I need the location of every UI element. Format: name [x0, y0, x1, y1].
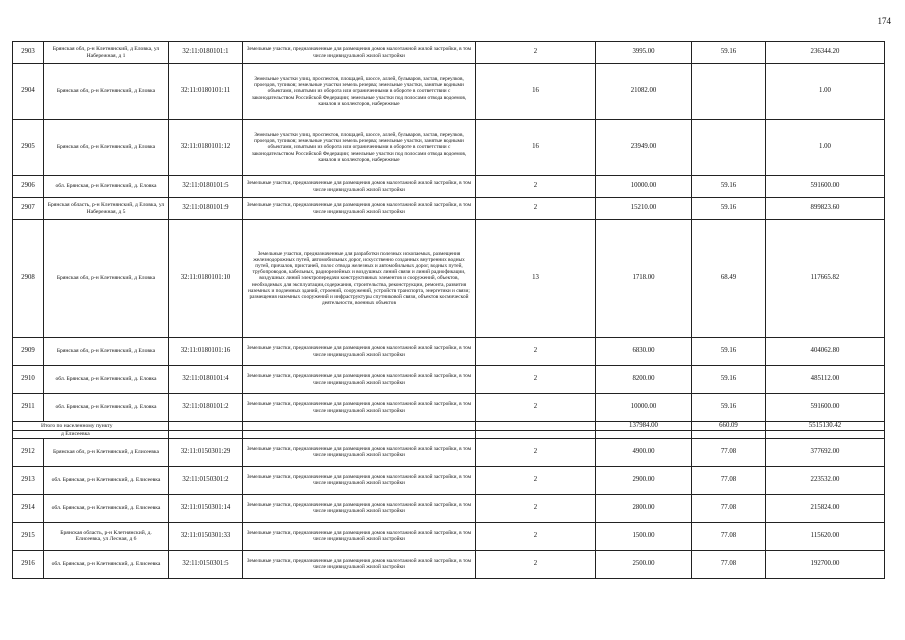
table-row — [13, 64, 885, 120]
total-value: 5515130.42 — [766, 422, 885, 431]
address-cell: Брянская обл, р-н Клетнянский, д Елисеевка — [44, 438, 169, 466]
address-cell: обл. Брянская, р-н Клетнянский, д. Еловка — [44, 176, 169, 198]
settlement-name: д Елисеевка — [13, 431, 169, 439]
cadastral-number-cell: 32:11:0180101:12 — [169, 120, 243, 176]
address-cell: Брянская область, р-н Клетнянский, д Еловка, ул Набережная, д 5 — [44, 198, 169, 220]
group-number-cell: 2 — [476, 198, 596, 220]
total-empty-cell — [476, 422, 596, 431]
specific-value-cell: 77.08 — [692, 522, 766, 550]
settlement-empty-cell — [169, 431, 243, 439]
area-cell: 10000.00 — [596, 394, 692, 422]
area-cell: 15210.00 — [596, 198, 692, 220]
settlement-header-row — [13, 431, 885, 439]
address-cell: Брянская область, р-н Клетнянский, д. Елисеевка, ул Лесная, д 6 — [44, 522, 169, 550]
area-cell: 10000.00 — [596, 176, 692, 198]
group-number-cell: 16 — [476, 64, 596, 120]
settlement-empty-cell — [243, 431, 476, 439]
cadastral-number-cell: 32:11:0180101:5 — [169, 176, 243, 198]
cadastral-value-table — [12, 41, 885, 579]
cadastral-value-cell: 1.00 — [766, 120, 885, 176]
total-label: Итого по населенному пункту — [13, 422, 169, 431]
address-cell: обл. Брянская, р-н Клетнянский, д. Елисеевка — [44, 550, 169, 578]
table-body-group-1 — [13, 42, 885, 422]
cadastral-number-cell: 32:11:0180101:11 — [169, 64, 243, 120]
table-row — [13, 176, 885, 198]
cadastral-value-cell: 404062.80 — [766, 338, 885, 366]
table-row — [13, 550, 885, 578]
settlement-empty-cell — [476, 431, 596, 439]
cadastral-value-cell: 115620.00 — [766, 522, 885, 550]
group-number-cell: 2 — [476, 466, 596, 494]
land-use-cell: Земельные участки, предназначенные для размещения домов малоэтажной жилой застройки, в том числе индивидуальной жилой застройки — [243, 198, 476, 220]
specific-value-cell: 77.08 — [692, 550, 766, 578]
row-number: 2911 — [13, 394, 44, 422]
address-cell: Брянская обл, р-н Клетнянский, д Еловка — [44, 220, 169, 338]
cadastral-value-cell: 485112.00 — [766, 366, 885, 394]
table-row — [13, 394, 885, 422]
cadastral-value-cell: 377692.00 — [766, 438, 885, 466]
group-number-cell: 2 — [476, 42, 596, 64]
row-number: 2909 — [13, 338, 44, 366]
land-use-cell: Земельные участки, предназначенные для размещения домов малоэтажной жилой застройки, в том числе индивидуальной жилой застройки — [243, 42, 476, 64]
cadastral-number-cell: 32:11:0150301:29 — [169, 438, 243, 466]
table-row — [13, 366, 885, 394]
table-row — [13, 42, 885, 64]
total-rate: 660.09 — [692, 422, 766, 431]
group-number-cell: 2 — [476, 338, 596, 366]
table-body-group-2 — [13, 438, 885, 578]
land-use-cell: Земельные участки, предназначенные для размещения домов малоэтажной жилой застройки, в том числе индивидуальной жилой застройки — [243, 338, 476, 366]
settlement-empty-cell — [766, 431, 885, 439]
cadastral-value-cell: 192700.00 — [766, 550, 885, 578]
row-number: 2916 — [13, 550, 44, 578]
row-number: 2914 — [13, 494, 44, 522]
cadastral-number-cell: 32:11:0150301:14 — [169, 494, 243, 522]
cadastral-value-cell: 117665.82 — [766, 220, 885, 338]
area-cell: 2500.00 — [596, 550, 692, 578]
cadastral-number-cell: 32:11:0180101:1 — [169, 42, 243, 64]
group-number-cell: 2 — [476, 522, 596, 550]
total-empty-cell — [243, 422, 476, 431]
cadastral-number-cell: 32:11:0150301:5 — [169, 550, 243, 578]
page-number: 174 — [877, 16, 891, 26]
area-cell: 1500.00 — [596, 522, 692, 550]
row-number: 2915 — [13, 522, 44, 550]
settlement-empty-cell — [596, 431, 692, 439]
cadastral-value-cell: 215824.00 — [766, 494, 885, 522]
row-number: 2905 — [13, 120, 44, 176]
group-number-cell: 2 — [476, 394, 596, 422]
group-number-cell: 2 — [476, 366, 596, 394]
row-number: 2912 — [13, 438, 44, 466]
address-cell: обл. Брянская, р-н Клетнянский, д. Елисеевка — [44, 494, 169, 522]
specific-value-cell: 68.49 — [692, 220, 766, 338]
specific-value-cell — [692, 64, 766, 120]
area-cell: 2800.00 — [596, 494, 692, 522]
land-use-cell: Земельные участки улиц, проспектов, площадей, шоссе, аллей, бульваров, застав, переулков, проездов, тупиков; земельные участки земель резерва; земельные участки, занятые водными объектами, изъятыми из оборота или ограниченными в обороте в соответствии с законодательством Российской Федерации; земельные участки под полосами отвода водоемов, каналов и коллекторов, набережные — [243, 120, 476, 176]
total-area: 137984.00 — [596, 422, 692, 431]
table-row — [13, 522, 885, 550]
row-number: 2904 — [13, 64, 44, 120]
group-number-cell: 2 — [476, 176, 596, 198]
cadastral-value-cell: 223532.00 — [766, 466, 885, 494]
cadastral-number-cell: 32:11:0180101:9 — [169, 198, 243, 220]
table-row — [13, 220, 885, 338]
area-cell: 1718.00 — [596, 220, 692, 338]
address-cell: обл. Брянская, р-н Клетнянский, д. Еловка — [44, 366, 169, 394]
table-row — [13, 338, 885, 366]
cadastral-value-cell: 899823.60 — [766, 198, 885, 220]
land-use-cell: Земельные участки, предназначенные для размещения домов малоэтажной жилой застройки, в том числе индивидуальной жилой застройки — [243, 466, 476, 494]
cadastral-value-cell: 1.00 — [766, 64, 885, 120]
settlement-empty-cell — [692, 431, 766, 439]
row-number: 2908 — [13, 220, 44, 338]
specific-value-cell — [692, 120, 766, 176]
total-empty-cell — [169, 422, 243, 431]
address-cell: Брянская обл, р-н Клетнянский, д Еловка — [44, 120, 169, 176]
table-body-summary — [13, 422, 885, 439]
specific-value-cell: 59.16 — [692, 366, 766, 394]
cadastral-number-cell: 32:11:0180101:10 — [169, 220, 243, 338]
cadastral-number-cell: 32:11:0180101:4 — [169, 366, 243, 394]
group-number-cell: 2 — [476, 550, 596, 578]
table-row — [13, 438, 885, 466]
land-use-cell: Земельные участки, предназначенные для размещения домов малоэтажной жилой застройки, в том числе индивидуальной жилой застройки — [243, 394, 476, 422]
address-cell: обл. Брянская, р-н Клетнянский, д. Еловка — [44, 394, 169, 422]
cadastral-number-cell: 32:11:0150301:33 — [169, 522, 243, 550]
group-number-cell: 2 — [476, 494, 596, 522]
specific-value-cell: 77.08 — [692, 466, 766, 494]
area-cell: 3995.00 — [596, 42, 692, 64]
address-cell: Брянская обл, р-н Клетнянский, д Еловка — [44, 338, 169, 366]
area-cell: 23949.00 — [596, 120, 692, 176]
cadastral-value-cell: 591600.00 — [766, 176, 885, 198]
land-use-cell: Земельные участки, предназначенные для размещения домов малоэтажной жилой застройки, в том числе индивидуальной жилой застройки — [243, 550, 476, 578]
land-use-cell: Земельные участки, предназначенные для размещения домов малоэтажной жилой застройки, в том числе индивидуальной жилой застройки — [243, 494, 476, 522]
area-cell: 8200.00 — [596, 366, 692, 394]
cadastral-value-cell: 236344.20 — [766, 42, 885, 64]
area-cell: 21082.00 — [596, 64, 692, 120]
row-number: 2910 — [13, 366, 44, 394]
total-row — [13, 422, 885, 431]
cadastral-number-cell: 32:11:0180101:2 — [169, 394, 243, 422]
cadastral-number-cell: 32:11:0150301:2 — [169, 466, 243, 494]
row-number: 2906 — [13, 176, 44, 198]
specific-value-cell: 59.16 — [692, 394, 766, 422]
row-number: 2903 — [13, 42, 44, 64]
cadastral-value-cell: 591600.00 — [766, 394, 885, 422]
address-cell: Брянская обл, р-н Клетнянский, д Еловка — [44, 64, 169, 120]
address-cell: обл. Брянская, р-н Клетнянский, д. Елисеевка — [44, 466, 169, 494]
land-use-cell: Земельные участки, предназначенные для размещения домов малоэтажной жилой застройки, в том числе индивидуальной жилой застройки — [243, 438, 476, 466]
group-number-cell: 2 — [476, 438, 596, 466]
table-row — [13, 494, 885, 522]
group-number-cell: 16 — [476, 120, 596, 176]
area-cell: 4900.00 — [596, 438, 692, 466]
land-use-cell: Земельные участки, предназначенные для размещения домов малоэтажной жилой застройки, в том числе индивидуальной жилой застройки — [243, 366, 476, 394]
specific-value-cell: 77.08 — [692, 494, 766, 522]
area-cell: 2900.00 — [596, 466, 692, 494]
area-cell: 6830.00 — [596, 338, 692, 366]
land-use-cell: Земельные участки, предназначенные для размещения домов малоэтажной жилой застройки, в том числе индивидуальной жилой застройки — [243, 176, 476, 198]
specific-value-cell: 59.16 — [692, 338, 766, 366]
address-cell: Брянская обл, р-н Клетнянский, д Еловка, ул Набережная, д 1 — [44, 42, 169, 64]
table-row — [13, 466, 885, 494]
land-use-cell: Земельные участки улиц, проспектов, площадей, шоссе, аллей, бульваров, застав, переулков, проездов, тупиков; земельные участки земель резерва; земельные участки, занятые водными объектами, изъятыми из оборота или ограниченными в обороте в соответствии с законодательством Российской Федерации; земельные участки под полосами отвода водоемов, каналов и коллекторов, набережные — [243, 64, 476, 120]
row-number: 2907 — [13, 198, 44, 220]
cadastral-number-cell: 32:11:0180101:16 — [169, 338, 243, 366]
specific-value-cell: 59.16 — [692, 198, 766, 220]
table-row — [13, 120, 885, 176]
land-use-cell: Земельные участки, предназначенные для разработки полезных ископаемых, размещения железнодорожных путей, автомобильных дорог, искусственно созданных внутренних водных путей, причалов, пристаней, полос отвода железных и автомобильных дорог, водных путей, трубопроводов, кабельных, радиорелейных и воздушных линий связи и линий радиофикации, воздушных линий электропередачи конструктивных элементов и сооружений, объектов, необходимых для эксплуатации,содержания, строительства, реконструкции, ремонта, развития наземных и подземных зданий, строений, сооружений, устройств транспорта, энергетики и связи; размещения наземных сооружений и инфраструктуры спутниковой связи, объектов космической деятельности, военных объектов — [243, 220, 476, 338]
row-number: 2913 — [13, 466, 44, 494]
land-use-cell: Земельные участки, предназначенные для размещения домов малоэтажной жилой застройки, в том числе индивидуальной жилой застройки — [243, 522, 476, 550]
specific-value-cell: 59.16 — [692, 176, 766, 198]
table-row — [13, 198, 885, 220]
specific-value-cell: 59.16 — [692, 42, 766, 64]
specific-value-cell: 77.08 — [692, 438, 766, 466]
group-number-cell: 13 — [476, 220, 596, 338]
